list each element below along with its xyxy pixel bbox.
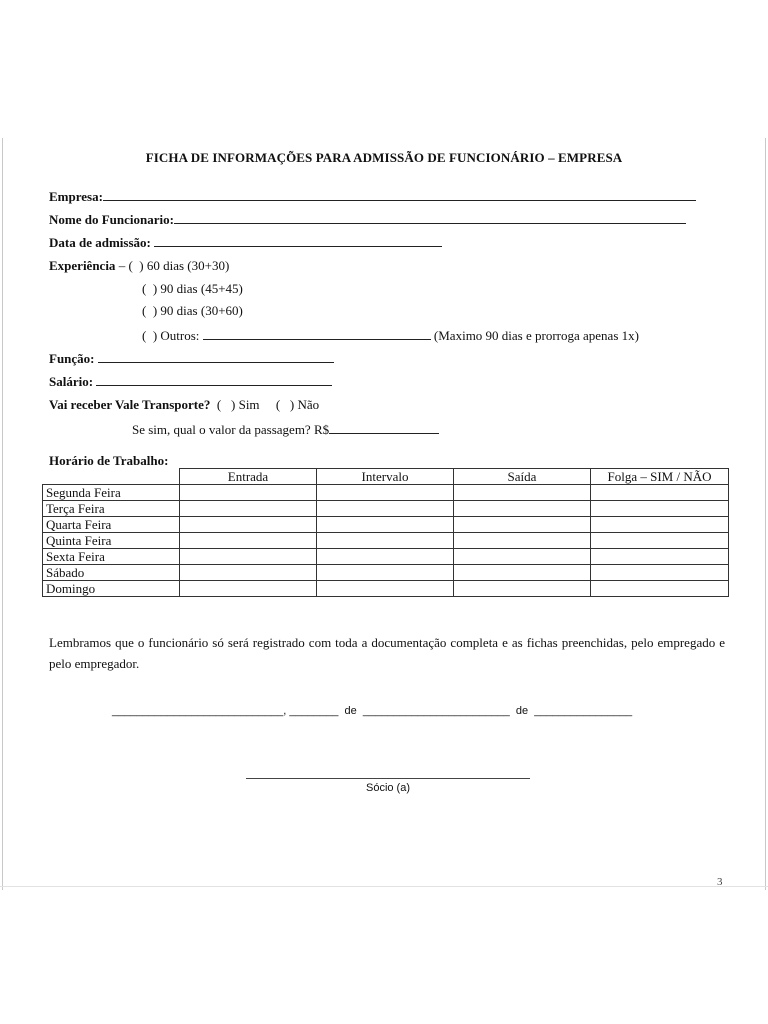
passagem-row bbox=[132, 421, 439, 438]
schedule-header-row bbox=[43, 469, 729, 485]
experiencia-label: Experiência bbox=[49, 258, 116, 273]
cell-entrada[interactable] bbox=[180, 581, 317, 597]
cell-intervalo[interactable] bbox=[317, 549, 454, 565]
header-intervalo: Intervalo bbox=[317, 469, 454, 485]
cell-entrada[interactable] bbox=[180, 501, 317, 517]
salario-row bbox=[49, 373, 332, 390]
option-nao: Não bbox=[297, 397, 320, 412]
experiencia-dash: – bbox=[118, 258, 126, 273]
registration-notice: Lembramos que o funcionário só será registrado com toda a documentação completa e as fichas preenchidas, pelo empregado e pelo empregador. bbox=[49, 635, 725, 671]
page-left-edge bbox=[2, 138, 3, 890]
cell-entrada[interactable] bbox=[180, 565, 317, 581]
checkbox-60-dias[interactable]: ( ) bbox=[128, 258, 144, 273]
checkbox-90-dias-45[interactable]: ( ) bbox=[142, 281, 158, 296]
horario-title: Horário de Trabalho: bbox=[49, 453, 169, 468]
funcao-row bbox=[49, 350, 334, 367]
cell-saida[interactable] bbox=[454, 533, 591, 549]
page-number: 3 bbox=[717, 876, 723, 888]
nome-funcionario-blank[interactable] bbox=[174, 211, 686, 224]
cell-entrada[interactable] bbox=[180, 549, 317, 565]
experiencia-option-row bbox=[142, 281, 243, 297]
experiencia-row bbox=[49, 258, 229, 274]
funcao-label: Função: bbox=[49, 351, 95, 366]
day-label: Domingo bbox=[43, 581, 180, 597]
table-row bbox=[43, 565, 729, 581]
header-corner bbox=[43, 469, 180, 485]
cell-folga[interactable] bbox=[591, 485, 729, 501]
header-saida: Saída bbox=[454, 469, 591, 485]
page-right-edge bbox=[765, 138, 766, 890]
empresa-label: Empresa: bbox=[49, 189, 103, 204]
day-blank[interactable]: ________ bbox=[289, 705, 339, 717]
empresa-blank[interactable] bbox=[103, 188, 696, 201]
day-label: Segunda Feira bbox=[43, 485, 180, 501]
cell-folga[interactable] bbox=[591, 581, 729, 597]
cell-intervalo[interactable] bbox=[317, 517, 454, 533]
day-label: Quinta Feira bbox=[43, 533, 180, 549]
signature-line[interactable] bbox=[246, 778, 530, 779]
day-label: Sexta Feira bbox=[43, 549, 180, 565]
passagem-blank[interactable] bbox=[329, 421, 439, 434]
nome-funcionario-label: Nome do Funcionario: bbox=[49, 212, 174, 227]
table-row bbox=[43, 549, 729, 565]
cell-folga[interactable] bbox=[591, 533, 729, 549]
table-row bbox=[43, 501, 729, 517]
passagem-label: Se sim, qual o valor da passagem? R$ bbox=[132, 422, 330, 437]
cell-entrada[interactable] bbox=[180, 533, 317, 549]
table-row bbox=[43, 581, 729, 597]
schedule-table bbox=[42, 468, 729, 597]
option-sim: Sim bbox=[238, 397, 260, 412]
checkbox-sim[interactable]: ( ) bbox=[216, 397, 236, 412]
day-label: Sábado bbox=[43, 565, 180, 581]
place-blank[interactable]: ____________________________ bbox=[112, 705, 284, 717]
checkbox-90-dias-30[interactable]: ( ) bbox=[142, 303, 158, 318]
vale-transporte-label: Vai receber Vale Transporte? bbox=[49, 397, 211, 412]
data-admissao-label: Data de admissão: bbox=[49, 235, 151, 250]
header-entrada: Entrada bbox=[180, 469, 317, 485]
cell-saida[interactable] bbox=[454, 565, 591, 581]
option-90-dias-30: 90 dias (30+60) bbox=[160, 303, 243, 318]
funcao-blank[interactable] bbox=[98, 350, 334, 363]
salario-label: Salário: bbox=[49, 374, 94, 389]
outros-blank[interactable] bbox=[203, 327, 431, 340]
cell-saida[interactable] bbox=[454, 549, 591, 565]
outros-note: (Maximo 90 dias e prorroga apenas 1x) bbox=[433, 328, 639, 343]
cell-intervalo[interactable] bbox=[317, 501, 454, 517]
cell-entrada[interactable] bbox=[180, 517, 317, 533]
cell-saida[interactable] bbox=[454, 501, 591, 517]
cell-intervalo[interactable] bbox=[317, 533, 454, 549]
cell-saida[interactable] bbox=[454, 581, 591, 597]
cell-intervalo[interactable] bbox=[317, 581, 454, 597]
cell-entrada[interactable] bbox=[180, 485, 317, 501]
date-line bbox=[112, 705, 632, 717]
date-comma: , bbox=[283, 705, 287, 717]
option-outros: Outros: bbox=[160, 328, 200, 343]
cell-folga[interactable] bbox=[591, 501, 729, 517]
day-label: Quarta Feira bbox=[43, 517, 180, 533]
checkbox-outros[interactable]: ( ) bbox=[142, 328, 158, 343]
nome-funcionario-row bbox=[49, 211, 686, 228]
data-admissao-blank[interactable] bbox=[154, 234, 442, 247]
header-folga: Folga – SIM / NÃO bbox=[591, 469, 729, 485]
cell-folga[interactable] bbox=[591, 517, 729, 533]
cell-intervalo[interactable] bbox=[317, 565, 454, 581]
option-60-dias: 60 dias (30+30) bbox=[146, 258, 230, 273]
cell-saida[interactable] bbox=[454, 517, 591, 533]
checkbox-nao[interactable]: ( ) bbox=[275, 397, 295, 412]
year-blank[interactable]: ________________ bbox=[534, 705, 633, 717]
experiencia-outros-row bbox=[142, 327, 639, 344]
vale-transporte-row bbox=[49, 397, 319, 413]
table-row bbox=[43, 533, 729, 549]
page-bottom-edge bbox=[0, 886, 768, 887]
option-90-dias-45: 90 dias (45+45) bbox=[160, 281, 243, 296]
de-label-1: de bbox=[344, 705, 357, 717]
table-row bbox=[43, 485, 729, 501]
cell-saida[interactable] bbox=[454, 485, 591, 501]
data-admissao-row bbox=[49, 234, 442, 251]
cell-folga[interactable] bbox=[591, 549, 729, 565]
cell-folga[interactable] bbox=[591, 565, 729, 581]
table-row bbox=[43, 517, 729, 533]
experiencia-option-row bbox=[142, 303, 243, 319]
day-label: Terça Feira bbox=[43, 501, 180, 517]
empresa-row bbox=[49, 188, 696, 205]
month-blank[interactable]: ________________________ bbox=[362, 705, 510, 717]
form-title: FICHA DE INFORMAÇÕES PARA ADMISSÃO DE FUNCIONÁRIO – EMPRESA bbox=[145, 150, 623, 165]
de-label-2: de bbox=[515, 705, 529, 717]
cell-intervalo[interactable] bbox=[317, 485, 454, 501]
signature-label: Sócio (a) bbox=[365, 782, 411, 794]
salario-blank[interactable] bbox=[96, 373, 332, 386]
